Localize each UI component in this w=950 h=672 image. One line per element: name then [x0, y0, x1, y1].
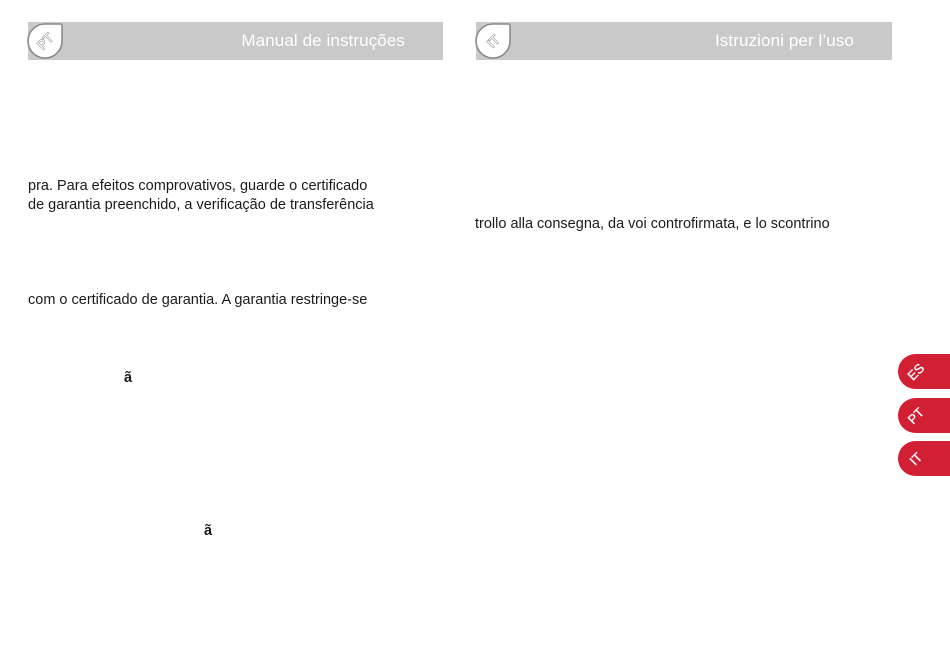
side-tab-label: PT [904, 404, 928, 428]
left-text-line: pra. Para efeitos comprovativos, guarde o certificado [28, 178, 368, 194]
right-page-header-bar [476, 22, 892, 60]
left-text-line: de garantia preenchido, a verificação de transferência [28, 197, 374, 213]
left-text-fragment: ã [124, 370, 133, 386]
side-tab-es[interactable] [898, 354, 950, 389]
side-tab-pt[interactable] [898, 398, 950, 433]
left-page-header-bar [28, 22, 443, 60]
left-language-badge-label: PT [34, 30, 57, 53]
side-tab-it[interactable] [898, 441, 950, 476]
left-page-title: Manual de instruções [241, 31, 405, 50]
side-tab-label: ES [904, 360, 928, 384]
left-text-line: com o certificado de garantia. A garantia restringe-se [28, 292, 368, 308]
right-page-title: Istruzioni per l’uso [714, 31, 854, 50]
left-language-badge [27, 23, 63, 59]
right-language-badge-label: IT [483, 31, 503, 51]
left-text-fragment: ã [204, 523, 213, 539]
right-text-line: trollo alla consegna, da voi controfirmata, e lo scontrino [475, 216, 830, 232]
right-language-badge [475, 23, 511, 59]
side-tab-label: IT [906, 449, 926, 469]
